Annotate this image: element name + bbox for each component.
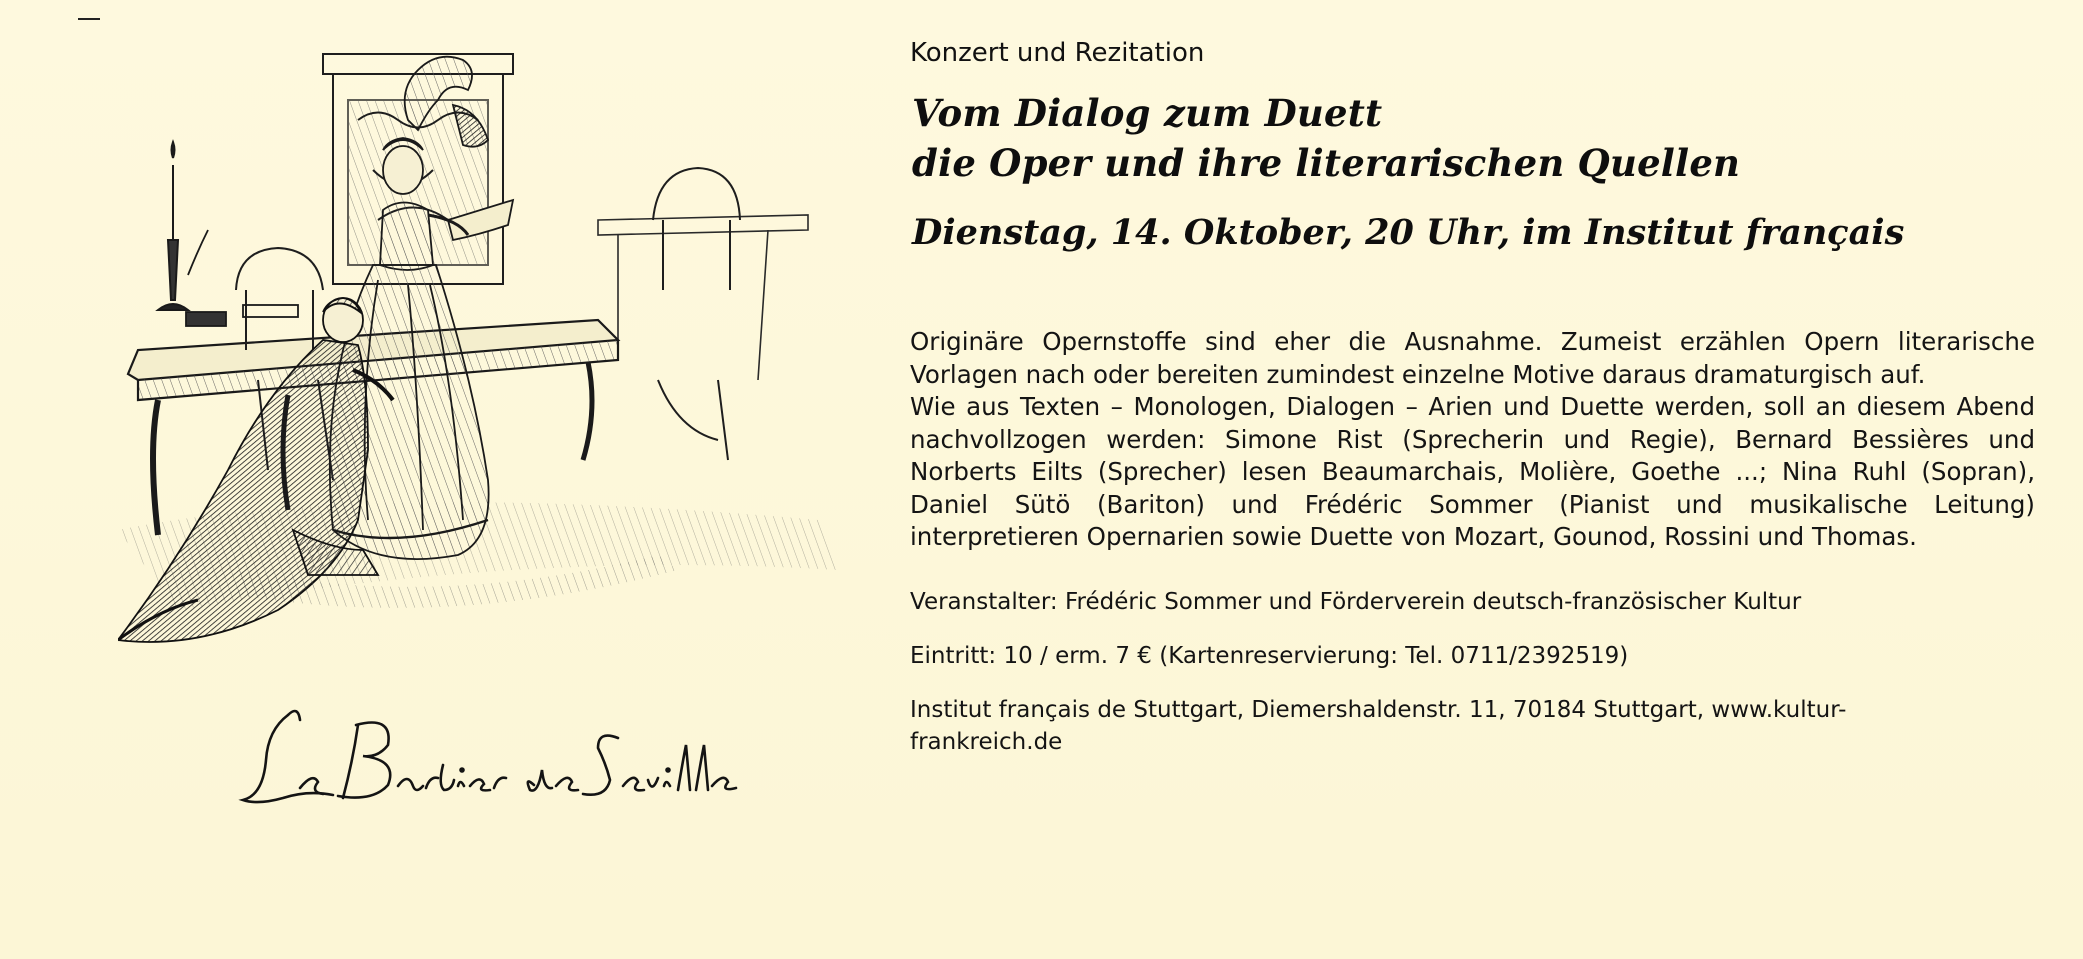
event-description [910, 326, 2035, 554]
event-dateline: Dienstag, 14. Oktober, 20 Uhr, im Institut français [912, 212, 1905, 253]
script-caption [238, 690, 738, 820]
corner-mark [78, 18, 100, 20]
text-column [910, 32, 2035, 758]
event-kicker: Konzert und Rezitation [910, 38, 1205, 68]
script-caption-svg [238, 690, 738, 820]
admission-line: Eintritt: 10 / erm. 7 € (Kartenreservierung: Tel. 0711/2392519) [910, 642, 1629, 669]
engraving-illustration [118, 50, 838, 670]
address-line: Institut français de Stuttgart, Diemershaldenstr. 11, 70184 Stuttgart, www.kultur-frankreich.de [910, 696, 1847, 755]
description-paragraph-1: Originäre Opernstoffe sind eher die Ausnahme. Zumeist erzählen Opern literarische Vorlagen nach oder bereiten zumindest einzelne Motive daraus dramaturgisch auf. [910, 327, 2035, 389]
description-paragraph-2: Wie aus Texten – Monologen, Dialogen – Arien und Duette werden, soll an diesem Abend nachvollzogen werden: Simone Rist (Sprecherin und Regie), Bernard Bessières und Norberts Eilts (Sprecher) lesen Beaumarchais, Molière, Goethe ...; Nina Ruhl (Sopran), Daniel Sütö (Bariton) und Frédéric Sommer (Pianist und musikalische Leitung) interpretieren Opernarien sowie Duette von Mozart, Gounod, Rossini und Thomas. [910, 392, 2035, 551]
event-title-line1: Vom Dialog zum Duett [912, 91, 1383, 135]
event-title-line2: die Oper und ihre literarischen Quellen [912, 141, 1741, 185]
event-title [912, 88, 2035, 188]
engraving-svg [118, 50, 838, 670]
organizer-line: Veranstalter: Frédéric Sommer und Förderverein deutsch-französischer Kultur [910, 588, 1802, 615]
